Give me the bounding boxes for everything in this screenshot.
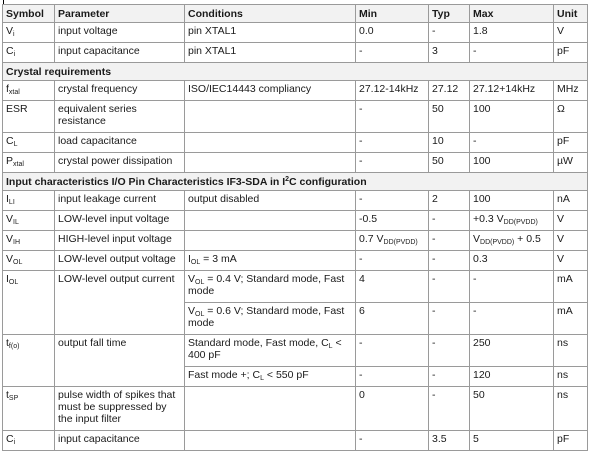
electrical-characteristics-table [2,4,588,451]
symbol-cell [3,81,55,101]
conditions-cell [185,153,356,173]
typ-cell: 27.12 [429,81,470,101]
conditions-text-end: = 0.6 V; Standard mode, Fast mode [188,305,345,329]
symbol-text: I [6,273,9,285]
typ-cell: 3.5 [429,431,470,451]
symbol-cell: ESR [3,101,55,133]
symbol-cell [3,387,55,431]
max-subscript: DD(PVDD) [503,219,538,226]
conditions-subscript: L [260,375,264,382]
min-cell: - [356,335,429,367]
table-row [3,335,588,367]
symbol-subscript: LI [8,199,15,206]
max-subscript: DD(PVDD) [480,239,515,246]
conditions-text-end: = 3 mA [200,253,237,265]
symbol-cell [3,191,55,211]
unit-cell: MHz [554,81,588,101]
max-cell [470,211,554,231]
unit-cell: nA [554,191,588,211]
table-row [3,133,588,153]
symbol-cell [3,43,55,63]
symbol-text: P [6,155,14,167]
unit-cell: mA [554,303,588,335]
conditions-text: V [188,273,196,285]
symbol-subscript: xtal [8,89,20,96]
unit-cell: mA [554,271,588,303]
header-conditions: Conditions [185,5,356,23]
table-row [3,211,588,231]
conditions-cell [185,303,356,335]
unit-cell: V [554,251,588,271]
min-text: 0.7 V [359,233,384,245]
symbol-subscript: f(o) [8,343,20,350]
min-cell: 27.12-14kHz [356,81,429,101]
unit-cell: V [554,211,588,231]
max-cell: 0.3 [470,251,554,271]
unit-cell: ns [554,367,588,387]
section-title: Crystal requirements [3,63,588,81]
symbol-subscript: L [13,141,18,148]
parameter-cell: pulse width of spikes that must be suppressed by the input filter [55,387,185,431]
unit-cell: pF [554,133,588,153]
symbol-text: I [6,193,9,205]
symbol-text: f [6,83,9,95]
symbol-cell [3,231,55,251]
max-cell: - [470,133,554,153]
max-cell: 5 [470,431,554,451]
conditions-cell: pin XTAL1 [185,23,356,43]
min-cell: - [356,133,429,153]
table-row [3,153,588,173]
min-cell: - [356,431,429,451]
conditions-cell [185,251,356,271]
conditions-text: V [188,305,196,317]
header-min: Min [356,5,429,23]
conditions-text: Fast mode +; C [188,369,261,381]
symbol-cell [3,211,55,231]
conditions-cell [185,231,356,251]
symbol-text: t [6,389,9,401]
table-row [3,81,588,101]
symbol-cell [3,431,55,451]
typ-cell: 10 [429,133,470,153]
header-symbol: Symbol [3,5,55,23]
header-max: Max [470,5,554,23]
conditions-cell [185,211,356,231]
symbol-text: V [6,25,14,37]
conditions-subscript: L [328,343,333,350]
conditions-text: Standard mode, Fast mode, C [188,337,329,349]
typ-cell: - [429,303,470,335]
max-cell: 100 [470,191,554,211]
parameter-cell: LOW-level output voltage [55,251,185,271]
max-cell: - [470,271,554,303]
unit-cell: V [554,23,588,43]
conditions-cell [185,101,356,133]
min-cell: - [356,251,429,271]
parameter-cell: crystal power dissipation [55,153,185,173]
conditions-text: I [188,253,191,265]
parameter-cell: input leakage current [55,191,185,211]
max-cell: - [470,303,554,335]
symbol-text: t [6,337,9,349]
typ-cell: - [429,335,470,367]
min-cell: 0.0 [356,23,429,43]
symbol-cell [3,335,55,387]
symbol-cell [3,133,55,153]
symbol-subscript: i [13,31,15,38]
max-text: V [473,233,481,245]
header-typ: Typ [429,5,470,23]
max-cell: 100 [470,101,554,133]
table-row [3,231,588,251]
min-cell: 6 [356,303,429,335]
unit-cell: ns [554,387,588,431]
parameter-cell: HIGH-level input voltage [55,231,185,251]
table-row [3,271,588,303]
parameter-cell: output fall time [55,335,185,387]
section-title-text: Input characteristics I/O Pin Characteristics IF3-SDA in I [6,175,286,188]
min-cell [356,231,429,251]
symbol-cell [3,271,55,335]
min-cell: 0 [356,387,429,431]
min-cell: - [356,101,429,133]
section-row-io [3,173,588,191]
header-parameter: Parameter [55,5,185,23]
symbol-subscript: i [13,439,16,446]
symbol-text: V [6,253,14,265]
symbol-cell [3,153,55,173]
min-subscript: DD(PVDD) [383,239,418,246]
max-cell: 27.12+14kHz [470,81,554,101]
max-text-end: + 0.5 [514,233,541,245]
typ-cell: 2 [429,191,470,211]
table-row [3,251,588,271]
conditions-cell: ISO/IEC14443 compliancy [185,81,356,101]
symbol-subscript: SP [8,395,19,402]
max-cell: 120 [470,367,554,387]
max-cell: 100 [470,153,554,173]
symbol-text: C [6,45,14,57]
conditions-cell [185,133,356,153]
symbol-subscript: OL [8,279,19,286]
min-cell: 4 [356,271,429,303]
max-cell [470,231,554,251]
table-row [3,191,588,211]
symbol-cell [3,23,55,43]
conditions-cell [185,387,356,431]
symbol-subscript: xtal [13,161,24,168]
symbol-text: C [6,135,14,147]
max-text: +0.3 V [473,213,504,225]
typ-cell: 3 [429,43,470,63]
max-cell: 50 [470,387,554,431]
typ-cell: - [429,23,470,43]
min-cell: - [356,191,429,211]
conditions-cell [185,367,356,387]
conditions-subscript: OL [195,279,205,286]
typ-cell: - [429,251,470,271]
min-cell: - [356,367,429,387]
section-row-crystal [3,63,588,81]
conditions-subscript: OL [195,311,205,318]
table-header-row [3,5,588,23]
symbol-subscript: IL [13,219,19,226]
parameter-cell: load capacitance [55,133,185,153]
min-cell: - [356,43,429,63]
parameter-cell: LOW-level output current [55,271,185,335]
conditions-cell: output disabled [185,191,356,211]
table-row [3,101,588,133]
min-cell: - [356,153,429,173]
typ-cell: - [429,387,470,431]
conditions-text-end: < 550 pF [263,369,309,381]
header-unit: Unit [554,5,588,23]
table-row [3,387,588,431]
parameter-cell: LOW-level input voltage [55,211,185,231]
unit-cell: pF [554,431,588,451]
typ-cell: - [429,271,470,303]
typ-cell: 50 [429,101,470,133]
symbol-subscript: IH [13,239,21,246]
conditions-cell [185,271,356,303]
conditions-cell [185,431,356,451]
unit-cell: pF [554,43,588,63]
symbol-text: V [6,213,14,225]
unit-cell: ns [554,335,588,367]
max-cell: 250 [470,335,554,367]
typ-cell: - [429,367,470,387]
parameter-cell: input capacitance [55,431,185,451]
parameter-cell: input voltage [55,23,185,43]
typ-cell: - [429,211,470,231]
unit-cell: Ω [554,101,588,133]
symbol-cell [3,251,55,271]
unit-cell: µW [554,153,588,173]
conditions-text-end: < 400 pF [188,337,342,361]
unit-cell: V [554,231,588,251]
max-cell: 1.8 [470,23,554,43]
min-cell: -0.5 [356,211,429,231]
conditions-subscript: OL [190,259,201,266]
symbol-subscript: OL [13,259,23,266]
parameter-cell: crystal frequency [55,81,185,101]
conditions-cell: pin XTAL1 [185,43,356,63]
typ-cell: 50 [429,153,470,173]
parameter-cell: input capacitance [55,43,185,63]
parameter-cell: equivalent series resistance [55,101,185,133]
table-row [3,431,588,451]
conditions-text-end: = 0.4 V; Standard mode, Fast mode [188,273,345,297]
table-row [3,43,588,63]
table-row [3,23,588,43]
section-title-superscript: 2 [285,175,290,183]
symbol-text: C [6,433,14,445]
max-cell: - [470,43,554,63]
typ-cell: - [429,231,470,251]
section-title-text-end: C configuration [289,175,367,188]
symbol-subscript: i [13,51,16,58]
symbol-text: V [6,233,14,245]
conditions-cell [185,335,356,367]
section-title [3,173,588,191]
